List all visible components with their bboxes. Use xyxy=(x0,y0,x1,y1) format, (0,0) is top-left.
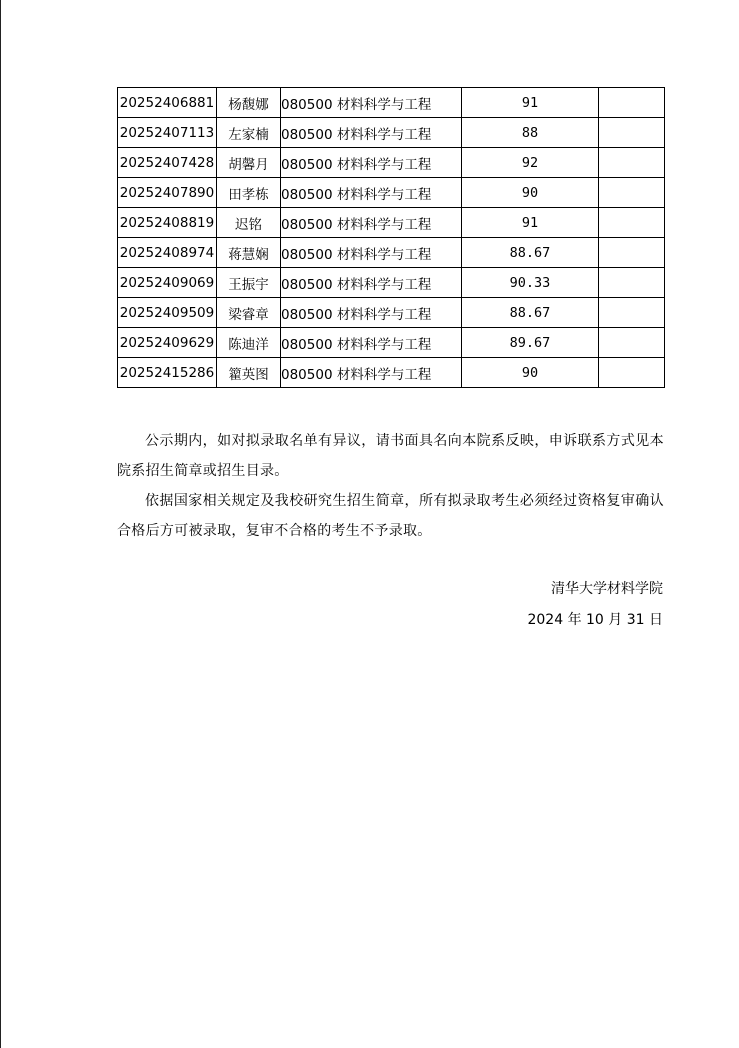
cell-note xyxy=(599,328,665,358)
cell-score: 88.67 xyxy=(462,298,599,328)
notice-paragraph-objection: 公示期内，如对拟录取名单有异议，请书面具名向本院系反映，申诉联系方式见本院系招生简章或招生目录。 xyxy=(117,433,664,479)
table-row xyxy=(118,298,665,328)
cell-note xyxy=(599,148,665,178)
cell-score: 89.67 xyxy=(462,328,599,358)
cell-major: 080500 材料科学与工程 xyxy=(281,268,462,298)
cell-note xyxy=(599,208,665,238)
cell-major: 080500 材料科学与工程 xyxy=(281,238,462,268)
cell-note xyxy=(599,88,665,118)
cell-candidate-name: 籊英图 xyxy=(217,358,281,388)
admission-table-body xyxy=(118,88,665,388)
cell-major: 080500 材料科学与工程 xyxy=(281,208,462,238)
cell-candidate-id: 20252415286 xyxy=(118,358,217,388)
table-row xyxy=(118,178,665,208)
page-left-border xyxy=(0,0,1,1048)
cell-candidate-name: 迟铭 xyxy=(217,208,281,238)
cell-major: 080500 材料科学与工程 xyxy=(281,328,462,358)
cell-major: 080500 材料科学与工程 xyxy=(281,88,462,118)
cell-candidate-id: 20252409509 xyxy=(118,298,217,328)
cell-major: 080500 材料科学与工程 xyxy=(281,358,462,388)
table-row xyxy=(118,208,665,238)
table-row xyxy=(118,268,665,298)
signature-organization: 清华大学材料学院 xyxy=(551,581,663,597)
signature-date: 2024 年 10 月 31 日 xyxy=(527,612,663,628)
table-row xyxy=(118,358,665,388)
cell-major: 080500 材料科学与工程 xyxy=(281,298,462,328)
cell-candidate-name: 王振宇 xyxy=(217,268,281,298)
cell-score: 90 xyxy=(462,358,599,388)
table-row xyxy=(118,118,665,148)
cell-major: 080500 材料科学与工程 xyxy=(281,118,462,148)
cell-candidate-name: 梁睿章 xyxy=(217,298,281,328)
notice-paragraph-review: 依据国家相关规定及我校研究生招生简章，所有拟录取考生必须经过资格复审确认合格后方可被录取，复审不合格的考生不予录取。 xyxy=(117,493,664,539)
cell-note xyxy=(599,118,665,148)
table-row xyxy=(118,328,665,358)
cell-score: 92 xyxy=(462,148,599,178)
table-row xyxy=(118,148,665,178)
cell-candidate-name: 蒋慧娴 xyxy=(217,238,281,268)
cell-candidate-id: 20252406881 xyxy=(118,88,217,118)
cell-score: 91 xyxy=(462,208,599,238)
table-row xyxy=(118,88,665,118)
cell-score: 90 xyxy=(462,178,599,208)
cell-candidate-name: 左家楠 xyxy=(217,118,281,148)
cell-candidate-id: 20252409069 xyxy=(118,268,217,298)
cell-major: 080500 材料科学与工程 xyxy=(281,148,462,178)
cell-candidate-name: 胡馨月 xyxy=(217,148,281,178)
cell-candidate-id: 20252407890 xyxy=(118,178,217,208)
cell-note xyxy=(599,178,665,208)
admission-table xyxy=(117,87,665,388)
cell-score: 91 xyxy=(462,88,599,118)
cell-note xyxy=(599,268,665,298)
cell-score: 88 xyxy=(462,118,599,148)
cell-note xyxy=(599,358,665,388)
cell-major: 080500 材料科学与工程 xyxy=(281,178,462,208)
cell-score: 88.67 xyxy=(462,238,599,268)
cell-score: 90.33 xyxy=(462,268,599,298)
cell-candidate-name: 杨馥娜 xyxy=(217,88,281,118)
cell-candidate-id: 20252408819 xyxy=(118,208,217,238)
cell-candidate-name: 田孝栋 xyxy=(217,178,281,208)
cell-candidate-name: 陈迪洋 xyxy=(217,328,281,358)
cell-candidate-id: 20252409629 xyxy=(118,328,217,358)
cell-note xyxy=(599,298,665,328)
cell-candidate-id: 20252407428 xyxy=(118,148,217,178)
cell-note xyxy=(599,238,665,268)
table-row xyxy=(118,238,665,268)
cell-candidate-id: 20252408974 xyxy=(118,238,217,268)
cell-candidate-id: 20252407113 xyxy=(118,118,217,148)
